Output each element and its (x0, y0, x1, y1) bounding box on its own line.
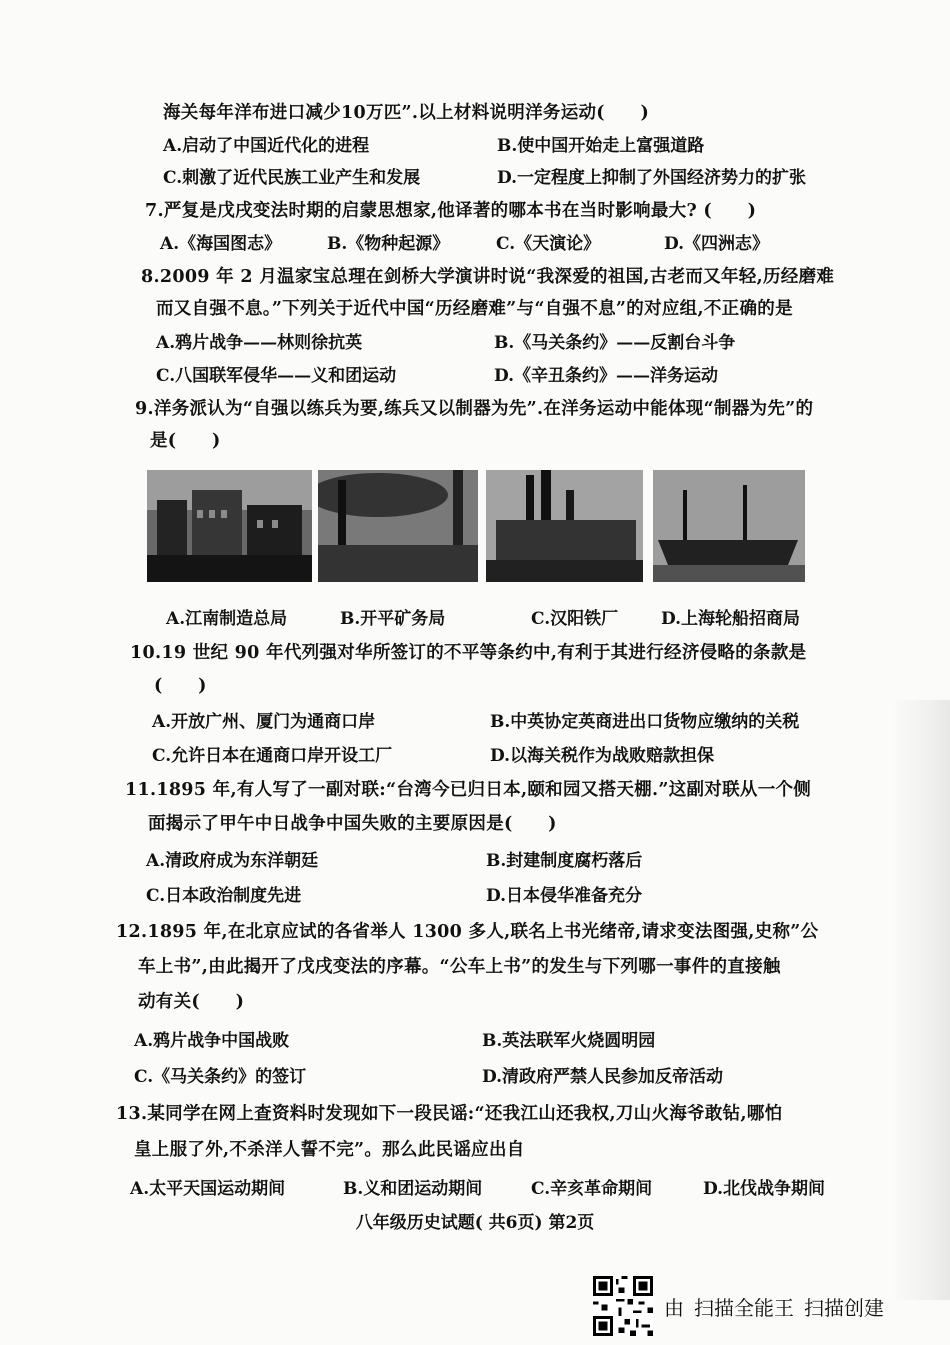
q9-text-line2: 是( ) (150, 431, 221, 451)
q9-text-line1: 9.洋务派认为“自强以练兵为要,练兵又以制器为先”.在洋务运动中能体现“制器为先”的 (135, 399, 814, 419)
q11-option-b: B.封建制度腐朽落后 (486, 851, 643, 871)
q8-option-a: A.鸦片战争——林则徐抗英 (156, 333, 363, 353)
q13-option-d: D.北伐战争期间 (703, 1179, 826, 1199)
q9-option-a: A.江南制造总局 (166, 609, 288, 629)
q12-option-a: A.鸦片战争中国战败 (134, 1031, 290, 1051)
q11-option-c: C.日本政治制度先进 (146, 886, 302, 906)
photo-kaiping-mine (318, 470, 478, 582)
scanner-text-app: 扫描全能王 (694, 1296, 794, 1320)
q11-option-d: D.日本侵华准备充分 (486, 886, 643, 906)
q11-option-a: A.清政府成为东洋朝廷 (146, 851, 319, 871)
q12-option-b: B.英法联军火烧圆明园 (482, 1031, 656, 1051)
q6-text-tail: 海关每年洋布进口减少10万匹”.以上材料说明洋务运动( ) (163, 103, 650, 123)
q9-option-b: B.开平矿务局 (340, 609, 446, 629)
q6-option-d: D.一定程度上抑制了外国经济势力的扩张 (497, 168, 807, 188)
q6-option-c: C.刺激了近代民族工业产生和发展 (163, 168, 421, 188)
page-footer: 八年级历史试题( 共6页) 第2页 (355, 1213, 595, 1233)
q6-option-b: B.使中国开始走上富强道路 (497, 136, 705, 156)
scanner-watermark (664, 1292, 894, 1321)
q10-option-b: B.中英协定英商进出口货物应缴纳的关税 (490, 712, 800, 732)
q13-text-line2: 皇上服了外,不杀洋人誓不完”。那么此民谣应出自 (134, 1140, 525, 1160)
q9-option-d: D.上海轮船招商局 (661, 609, 801, 629)
q10-option-a: A.开放广州、厦门为通商口岸 (152, 712, 376, 732)
scan-edge-shadow (890, 700, 950, 1300)
photo-shanghai-steamship (653, 470, 805, 582)
q13-option-c: C.辛亥革命期间 (531, 1179, 653, 1199)
q10-text-line2: ( ) (154, 676, 207, 696)
q10-option-d: D.以海关税作为战败赔款担保 (490, 746, 715, 766)
q11-text-line2: 面揭示了甲午中日战争中国失败的主要原因是( ) (148, 814, 557, 834)
q12-text-line2: 车上书”,由此揭开了戊戌变法的序幕。“公车上书”的发生与下列哪一事件的直接触 (138, 957, 781, 977)
q8-option-d: D.《辛丑条约》——洋务运动 (494, 366, 719, 386)
q7-option-b: B.《物种起源》 (327, 234, 450, 254)
q10-text-line1: 10.19 世纪 90 年代列强对华所签订的不平等条约中,有利于其进行经济侵略的条款是 (130, 643, 807, 663)
q8-text-line2: 而又自强不息。”下列关于近代中国“历经磨难”与“自强不息”的对应组,不正确的是 (156, 299, 793, 319)
photo-hanyang-ironworks (486, 470, 643, 582)
q8-option-c: C.八国联军侵华——义和团运动 (156, 366, 397, 386)
q7-option-c: C.《天演论》 (496, 234, 601, 254)
q7-text: 7.严复是戊戌变法时期的启蒙思想家,他译著的哪本书在当时影响最大? ( ) (145, 201, 757, 221)
q10-option-c: C.允许日本在通商口岸开设工厂 (152, 746, 393, 766)
q8-option-b: B.《马关条约》——反割台斗争 (494, 333, 736, 353)
q9-option-c: C.汉阳铁厂 (531, 609, 619, 629)
photo-jiangnan-arsenal (147, 470, 312, 582)
qr-code-icon (593, 1276, 653, 1336)
q6-option-a: A.启动了中国近代化的进程 (163, 136, 370, 156)
q12-option-d: D.清政府严禁人民参加反帝活动 (482, 1067, 724, 1087)
q12-option-c: C.《马关条约》的签订 (134, 1067, 307, 1087)
q13-option-b: B.义和团运动期间 (343, 1179, 483, 1199)
q7-option-a: A.《海国图志》 (160, 234, 282, 254)
scanner-text-by: 由 (664, 1296, 684, 1320)
q12-text-line1: 12.1895 年,在北京应试的各省举人 1300 多人,联名上书光绪帝,请求变法图强,史称”公 (116, 922, 819, 942)
q11-text-line1: 11.1895 年,有人写了一副对联:“台湾今已归日本,颐和园又搭天棚.”这副对联从一个侧 (125, 780, 812, 800)
q8-text-line1: 8.2009 年 2 月温家宝总理在剑桥大学演讲时说“我深爱的祖国,古老而又年轻,历经磨难 (141, 267, 835, 287)
q13-option-a: A.太平天国运动期间 (130, 1179, 286, 1199)
q7-option-d: D.《四洲志》 (664, 234, 770, 254)
q12-text-line3: 动有关( ) (138, 992, 245, 1012)
q13-text-line1: 13.某同学在网上查资料时发现如下一段民谣:“还我江山还我权,刀山火海爷敢钻,哪怕 (116, 1104, 783, 1124)
scanner-text-created: 扫描创建 (804, 1296, 884, 1320)
